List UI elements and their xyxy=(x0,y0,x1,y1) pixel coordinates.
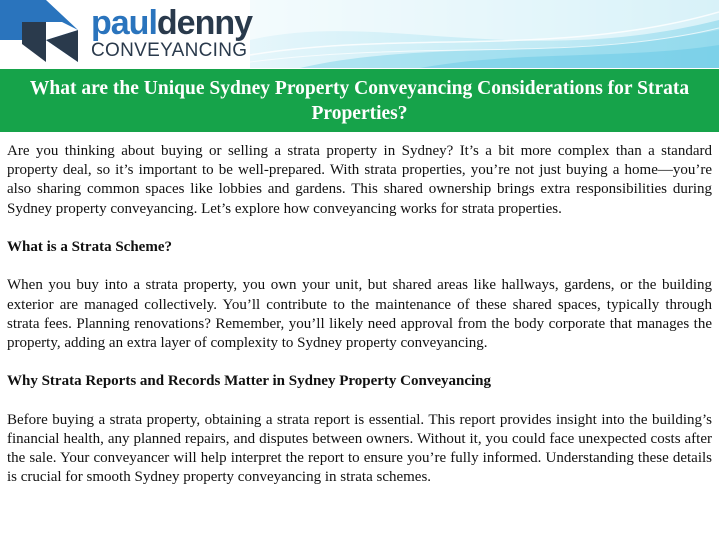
section-heading-strata-reports: Why Strata Reports and Records Matter in Sydney Property Conveyancing xyxy=(7,373,492,390)
logo-wordmark xyxy=(91,6,252,62)
header xyxy=(0,0,719,68)
logo-brand-part2: denny xyxy=(156,4,253,42)
spacer xyxy=(7,353,712,372)
spacer xyxy=(7,392,712,411)
title-band xyxy=(0,69,719,132)
logo-brand-part1: paul xyxy=(91,4,157,42)
logo-icon xyxy=(0,0,80,62)
strata-reports-paragraph: Before buying a strata property, obtaining a strata report is essential. This report provides insight into the building’s financial health, any planned repairs, and disputes between owners. Without it, you could face unexpected costs after the sale. Your conveyancer will help interpret the report to ensure you’re fully informed. Understanding these details is crucial for smooth Sydney property conveyancing in strata schemes. xyxy=(7,411,712,486)
spacer xyxy=(7,219,712,238)
page-title: What are the Unique Sydney Property Conveyancing Considerations for Strata Properties? xyxy=(29,77,690,124)
section-heading-strata-scheme: What is a Strata Scheme? xyxy=(7,239,172,255)
article-body xyxy=(7,142,712,488)
spacer xyxy=(7,257,712,276)
logo-brand xyxy=(91,6,252,40)
strata-scheme-paragraph: When you buy into a strata property, you own your unit, but shared areas like hallways, gardens, or the building exterior are managed collectively. You’ll contribute to the maintenance of these shared spaces, typically through strata fees. Planning renovations? Remember, you’ll likely need approval from the body corporate that manages the property, adding an extra layer of complexity to Sydney property conveyancing. xyxy=(7,277,712,351)
intro-paragraph: Are you thinking about buying or selling a strata property in Sydney? It’s a bit more complex than a standard property deal, so it’s important to be well-prepared. With strata properties, you’re not just buying a home—you’re also sharing common spaces like lobbies and gardens. This shared ownership brings extra responsibilities during Sydney property conveyancing. Let’s explore how conveyancing works for strata properties. xyxy=(7,143,712,217)
logo-subtitle: CONVEYANCING xyxy=(91,40,248,61)
